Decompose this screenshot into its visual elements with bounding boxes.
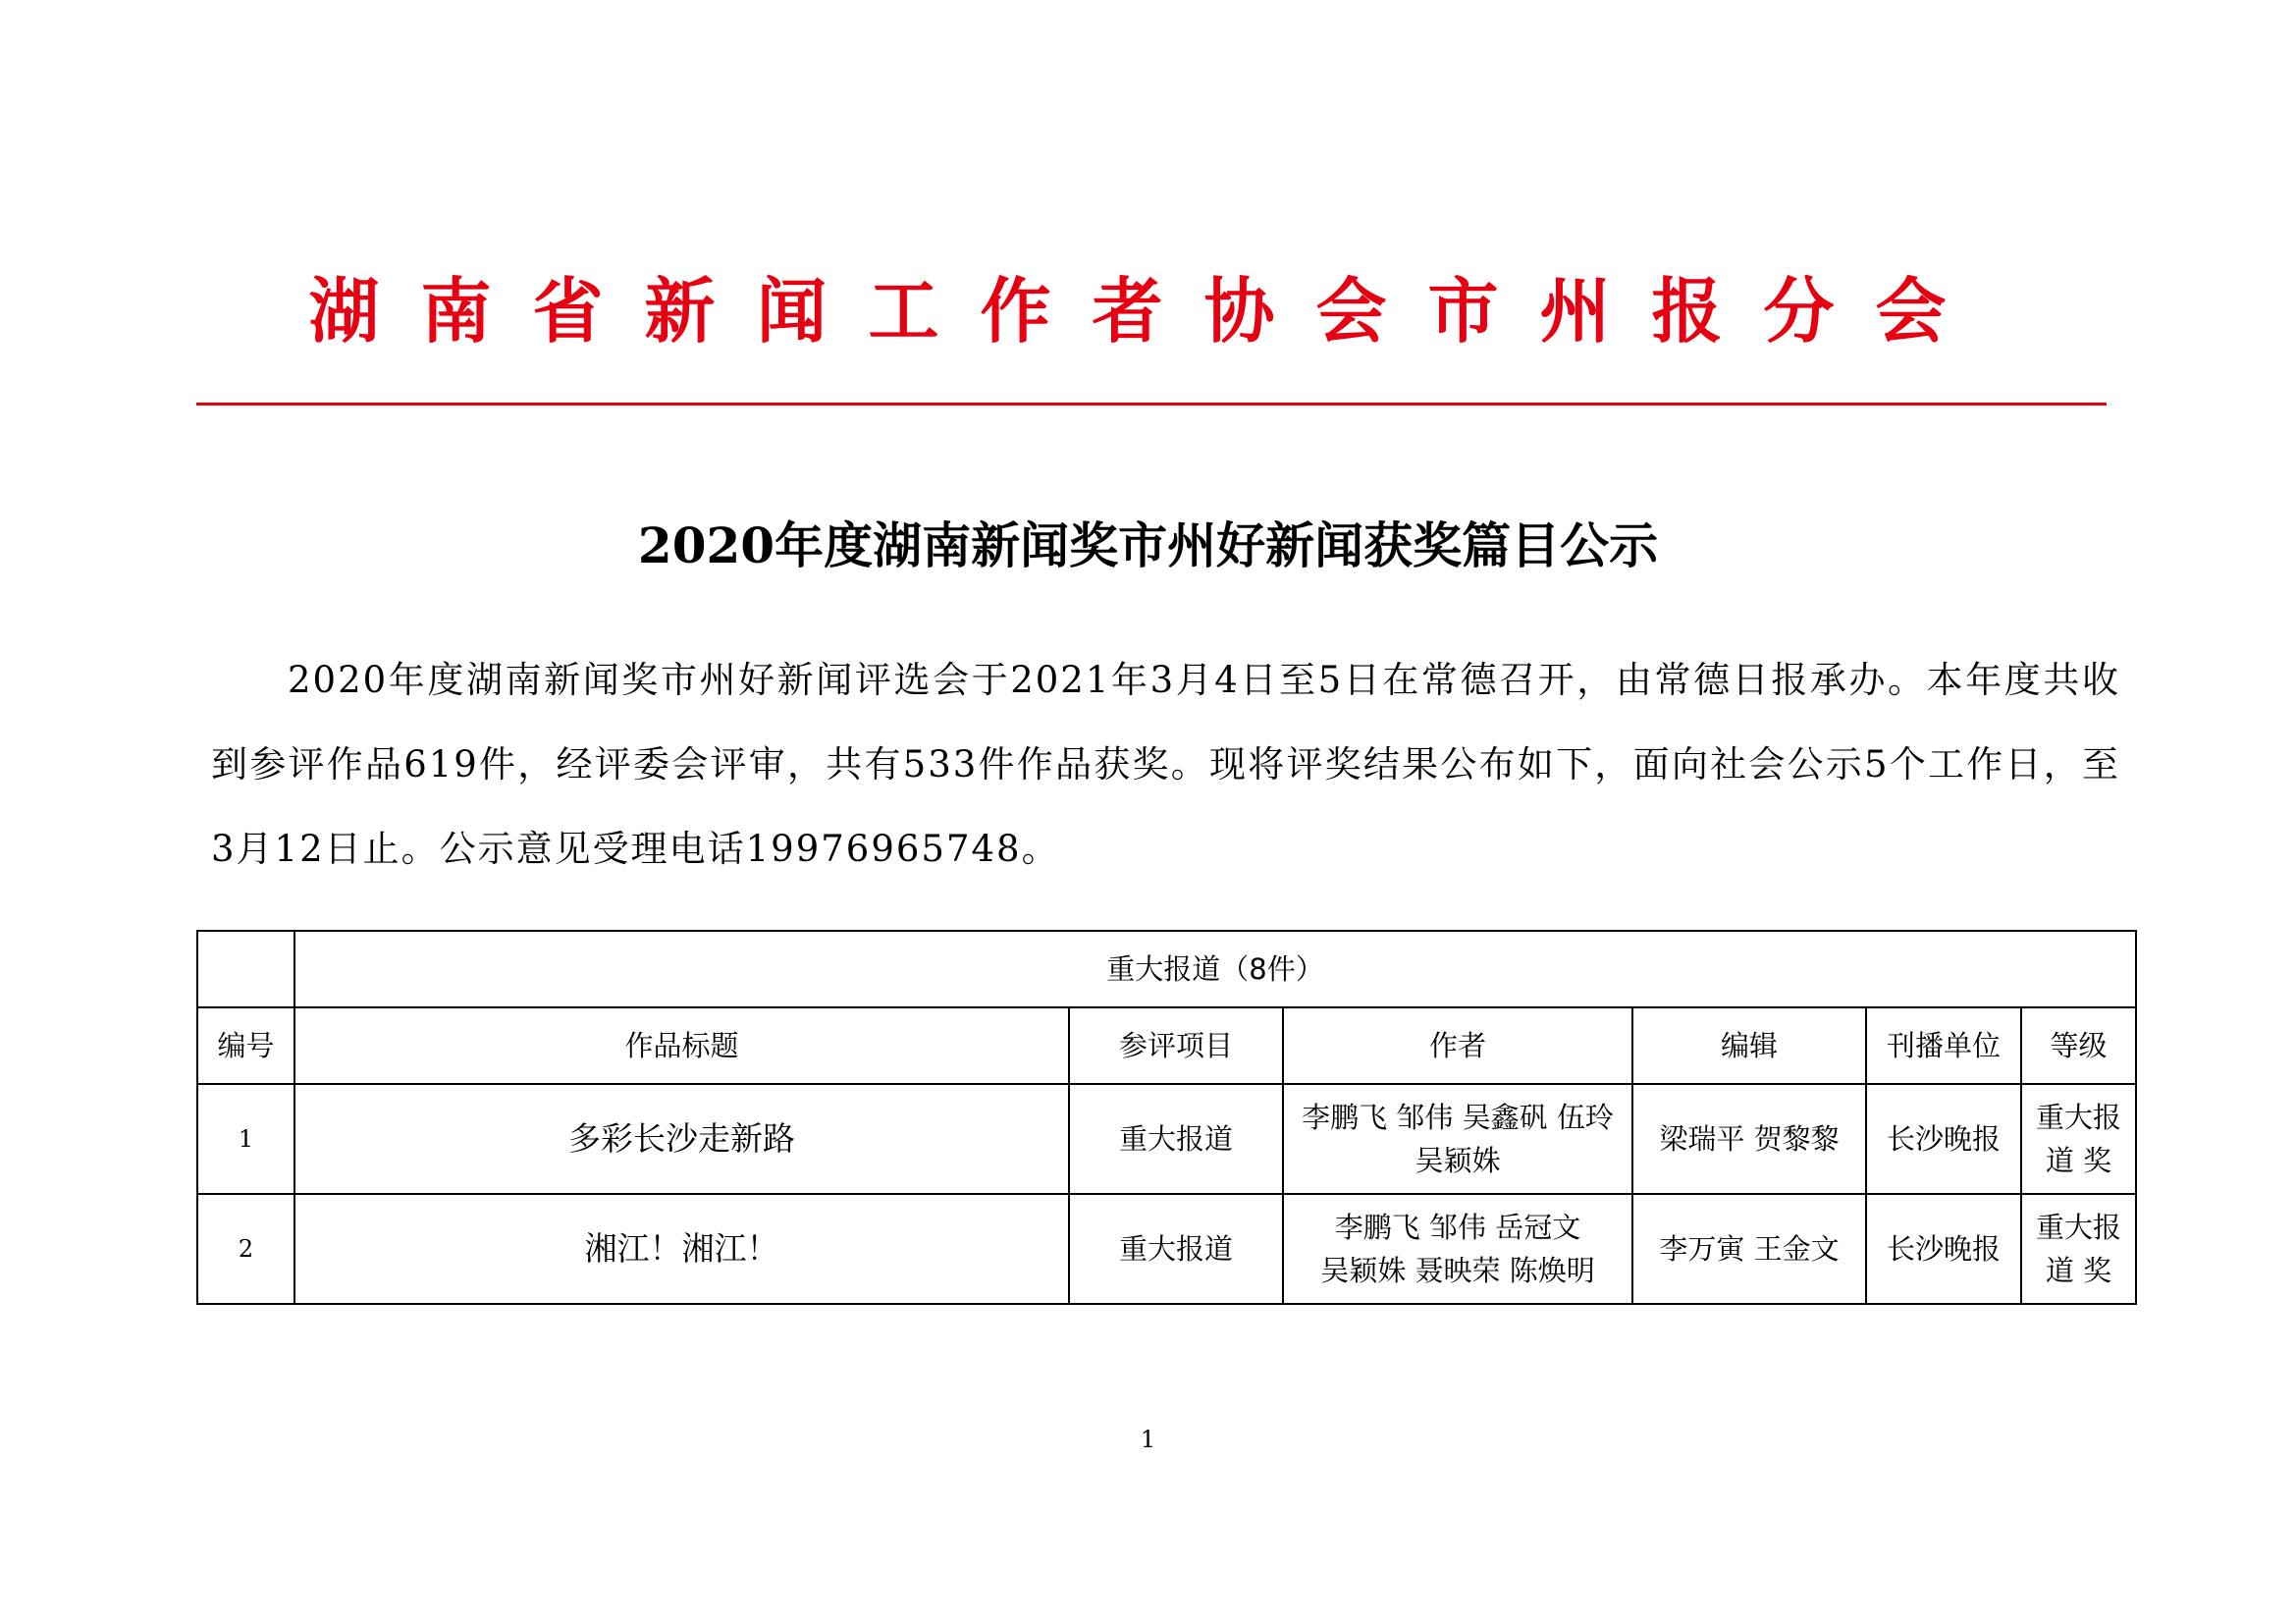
cell-authors [1283,1194,1632,1304]
cell-title: 多彩长沙走新路 [294,1084,1069,1194]
authors-line-2: 吴颖姝 [1415,1144,1501,1177]
authors-line-1: 李鹏飞 邹伟 岳冠文 [1334,1211,1581,1244]
cell-editors: 李万寅 王金文 [1632,1194,1866,1304]
column-header-unit: 刊播单位 [1866,1007,2021,1084]
authors-line-2: 吴颖姝 聂映荣 陈焕明 [1320,1254,1595,1287]
page-number: 1 [1140,1426,1156,1453]
cell-grade [2021,1194,2136,1304]
section-title-cell: 重大报道（8件） [294,931,2136,1007]
authors-line-1: 李鹏飞 邹伟 吴鑫矾 伍玲 [1302,1101,1614,1134]
grade-line-1: 重大报 [2036,1211,2122,1244]
table-header-row [197,1007,2136,1084]
cell-number: 2 [197,1194,294,1304]
column-header-title: 作品标题 [294,1007,1069,1084]
column-header-category: 参评项目 [1069,1007,1283,1084]
cell-category: 重大报道 [1069,1084,1283,1194]
letterhead-divider-line [196,403,2107,406]
cell-unit: 长沙晚报 [1866,1084,2021,1194]
column-header-editors: 编辑 [1632,1007,1866,1084]
awards-table [196,930,2137,1305]
cell-unit: 长沙晚报 [1866,1194,2021,1304]
cell-grade [2021,1084,2136,1194]
cell-number: 1 [197,1084,294,1194]
cell-category: 重大报道 [1069,1194,1283,1304]
cell-title: 湘江！湘江！ [294,1194,1069,1304]
column-header-grade: 等级 [2021,1007,2136,1084]
table-row [197,1194,2136,1304]
grade-line-2: 道 奖 [2045,1254,2112,1287]
column-header-authors: 作者 [1283,1007,1632,1084]
grade-line-1: 重大报 [2036,1101,2122,1134]
organization-letterhead-title: 湖南省新闻工作者协会市州报分会 [308,269,1988,352]
cell-authors [1283,1084,1632,1194]
table-corner-cell [197,931,294,1007]
table-section-row [197,931,2136,1007]
table-row [197,1084,2136,1194]
cell-editors: 梁瑞平 贺黎黎 [1632,1084,1866,1194]
intro-paragraph: 2020年度湖南新闻奖市州好新闻评选会于2021年3月4日至5日在常德召开，由常德日报承办。本年度共收到参评作品619件，经评委会评审，共有533件作品获奖。现将评奖结果公布如下，面向社会公示5个工作日，至3月12日止。公示意见受理电话19976965748。 [211,659,2120,870]
document-title: 2020年度湖南新闻奖市州好新闻获奖篇目公示 [637,516,1659,574]
grade-line-2: 道 奖 [2045,1144,2112,1177]
column-header-number: 编号 [197,1007,294,1084]
